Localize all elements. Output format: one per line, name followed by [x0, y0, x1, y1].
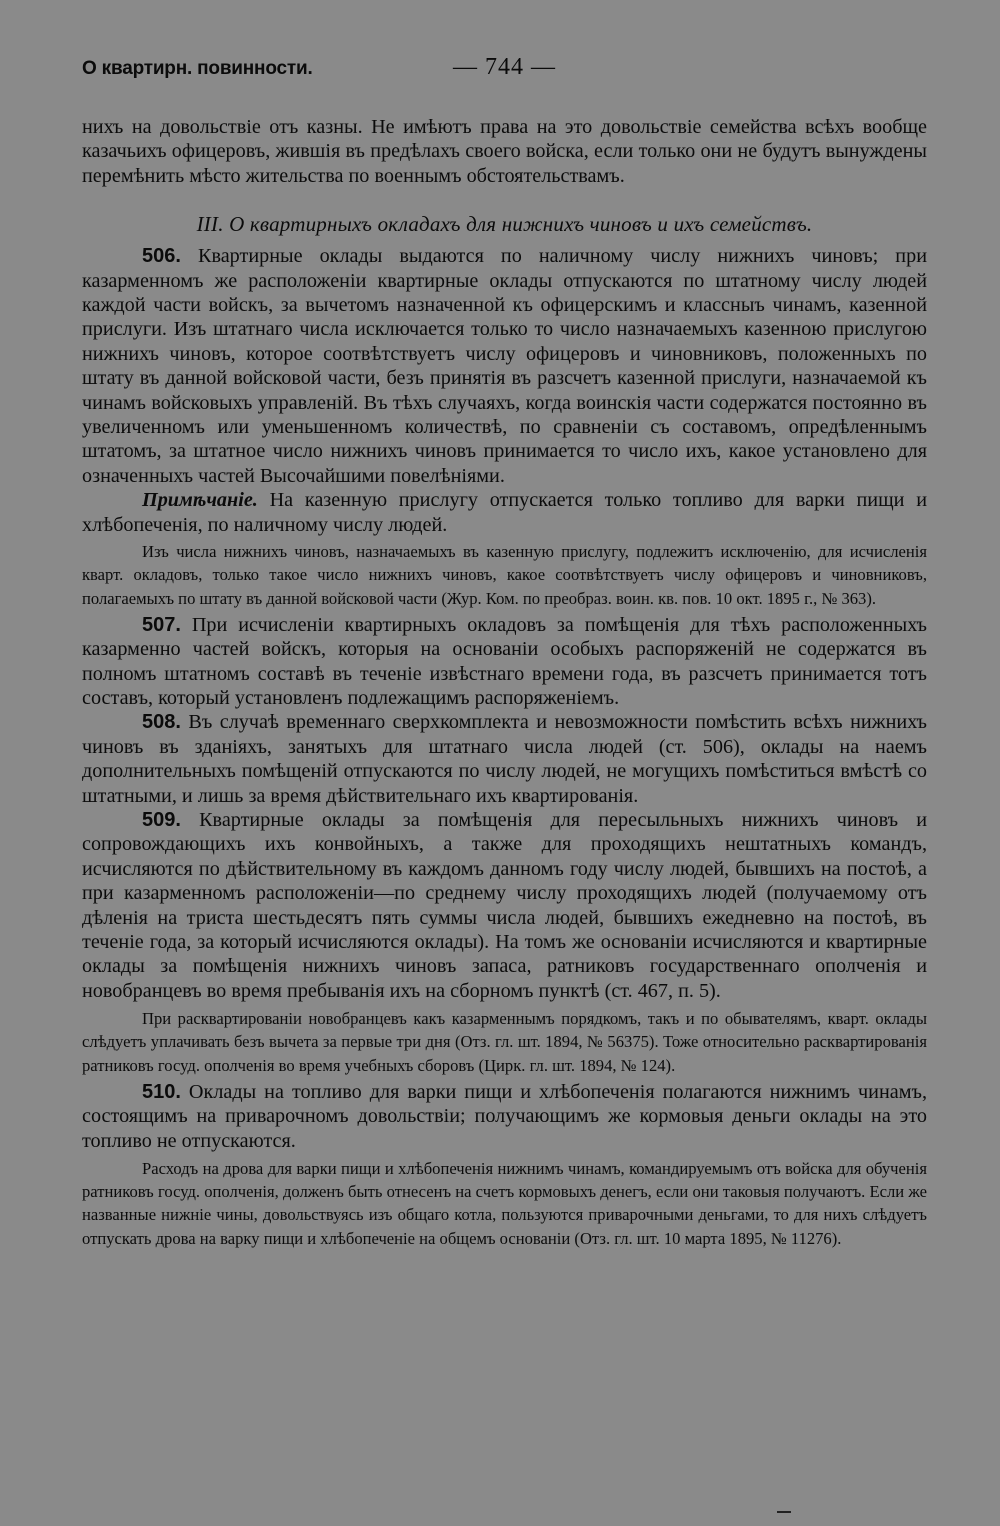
note-label: Примѣчаніе.	[142, 489, 258, 512]
article-number: 510.	[142, 1080, 181, 1103]
article-507	[82, 613, 927, 711]
note-paragraph	[82, 488, 927, 537]
article-number: 508.	[142, 711, 181, 734]
section-heading: III. О квартирныхъ окладахъ для нижнихъ чиновъ и ихъ семействъ.	[196, 212, 813, 237]
body-text	[82, 115, 927, 1250]
commentary-506: Изъ числа нижнихъ чиновъ, назначаемыхъ въ казенную прислугу, подлежитъ исключенію, для исчисленія кварт. окладовъ, только такое число нижнихъ чиновъ, какое соотвѣтствуетъ числу офицеровъ и чиновниковъ, полагаемыхъ по штату въ данной войсковой части (Жур. Ком. по преобраз. воин. кв. пов. 10 окт. 1895 г., № 363).	[82, 542, 927, 608]
note-text: На казенную прислугу отпускается только топливо для варки пищи и хлѣбопеченія, по наличному числу людей.	[82, 489, 927, 536]
article-text: При исчисленіи квартирныхъ окладовъ за помѣщенія для тѣхъ расположенныхъ казарменно частей войскъ, которыя на основаніи особыхъ распоряженій не содержатся въ полномъ штатномъ составѣ въ теченіе извѣстнаго времени года, въ разсчетъ принимается тотъ составъ, который установленъ подлежащимъ распоряженіемъ.	[82, 613, 927, 709]
article-text: Оклады на топливо для варки пищи и хлѣбопеченія полагаются нижнимъ чинамъ, состоящимъ на приварочномъ довольствіи; получающимъ же кормовыя деньги оклады на это топливо не отпускаются.	[82, 1080, 927, 1152]
commentary-509: При расквартированіи новобранцевъ какъ казарменнымъ порядкомъ, такъ и по обывателямъ, кварт. оклады слѣдуетъ уплачивать безъ вычета за первые три дня (Отз. гл. шт. 1894, № 56375). Тоже относительно расквартированія ратниковъ госуд. ополченія во время учебныхъ сборовъ (Цирк. гл. шт. 1894, № 124).	[82, 1009, 927, 1075]
intro-paragraph: нихъ на довольствіе отъ казны. Не имѣютъ права на это довольствіе семейства всѣхъ вообще казачьихъ офицеровъ, жившія въ предѣлахъ своего войска, если только они не будутъ вынуждены перемѣнить мѣсто жительства по военнымъ обстоятельствамъ.	[82, 116, 927, 187]
article-text: Въ случаѣ временнаго сверхкомплекта и невозможности помѣстить всѣхъ нижнихъ чиновъ въ зданіяхъ, занятыхъ для штатнаго числа людей (ст. 506), оклады на наемъ дополнительныхъ помѣщеній отпускаются по числу людей, не могущихъ помѣститься вмѣстѣ со штатными, и лишь за время дѣйствительнаго ихъ квартированія.	[82, 711, 927, 807]
scan-speck	[777, 1511, 791, 1513]
running-title: О квартирн. повинности.	[82, 58, 313, 79]
page-header	[82, 54, 927, 88]
commentary-510: Расходъ на дрова для варки пищи и хлѣбопеченія нижнимъ чинамъ, командируемымъ отъ войска для обученія ратниковъ госуд. ополченія, долженъ быть отнесенъ на счетъ кормовыхъ денегъ, если они таковыя получаютъ. Если же названные нижніе чины, довольствуясь изъ общаго котла, пользуются приварочными деньгами, то для нихъ слѣдуетъ отпускать дрова на варку пищи и хлѣбопеченіе на общемъ основаніи (Отз. гл. шт. 10 марта 1895, № 11276).	[82, 1159, 927, 1248]
article-number: 506.	[142, 245, 181, 268]
article-510	[82, 1080, 927, 1153]
article-text: Квартирные оклады за помѣщенія для пересыльныхъ нижнихъ чиновъ и сопровождающихъ ихъ конвойныхъ, а также для проходящихъ нештатныхъ командъ, исчисляются по дѣйствительному въ каждомъ данномъ году числу людей, бывшихъ на постоѣ, а при казарменномъ расположеніи—по среднему числу проходящихъ людей (получаемому отъ дѣленія на триста шестьдесятъ пять суммы числа людей, бывшихъ ежедневно на постоѣ, въ теченіе года, за который исчисляются оклады). На томъ же основаніи исчисляются и квартирные оклады за помѣщенія нижнихъ чиновъ запаса, ратниковъ государственнаго ополченія и новобранцевъ во время пребыванія ихъ на сборномъ пунктѣ (ст. 467, п. 5).	[82, 808, 927, 1002]
article-text: Квартирные оклады выдаются по наличному числу нижнихъ чиновъ; при казарменномъ же расположеніи квартирные оклады отпускаются по штатному числу людей каждой части войскъ, за вычетомъ назначенной къ офицерскимъ и классныъ чинамъ, казенной прислуги. Изъ штатнаго числа исключается только то число назначаемыхъ казенною прислугою нижнихъ чиновъ, которое соотвѣтствуетъ числу офицеровъ и чиновниковъ, положенныхъ по штату въ данной войсковой части, безъ принятія въ разсчетъ казенной прислуги, назначаемой къ чинамъ войсковыхъ управленій. Въ тѣхъ случаяхъ, когда воинскія части содержатся постоянно въ увеличенномъ или уменьшенномъ количествѣ, по сравненіи съ составомъ, опредѣленнымъ штатомъ, за штатное число нижнихъ чиновъ принимается то число ихъ, какое установлено для означенныхъ частей Высочайшими повелѣніями.	[82, 245, 927, 487]
article-508	[82, 710, 927, 808]
page-number: — 744 —	[453, 54, 556, 80]
article-number: 509.	[142, 808, 181, 831]
article-number: 507.	[142, 613, 181, 636]
article-506	[82, 244, 927, 488]
article-509	[82, 808, 927, 1003]
